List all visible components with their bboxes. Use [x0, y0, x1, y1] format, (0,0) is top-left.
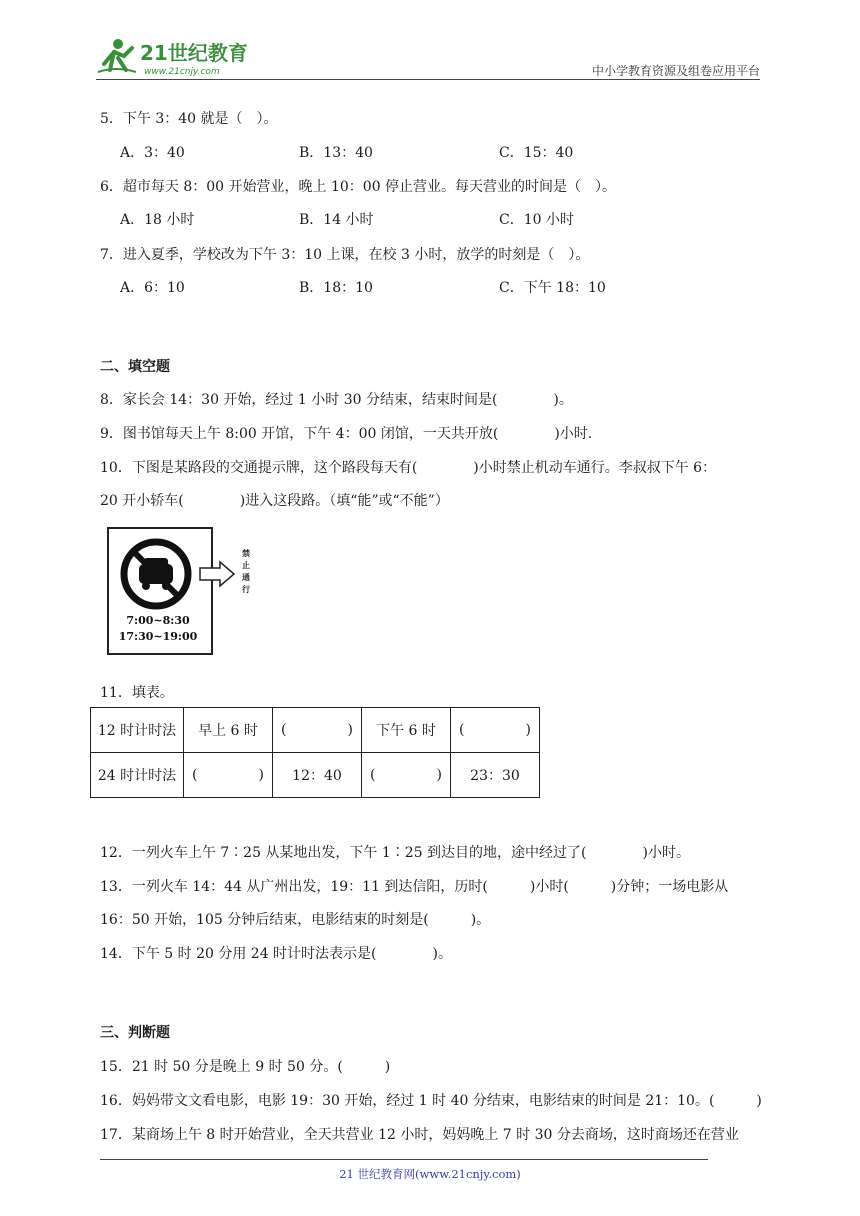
- q7-option-a: A．6：10: [120, 280, 185, 296]
- question-15: 15．21 时 50 分是晚上 9 时 50 分。( ): [100, 1059, 391, 1075]
- q7-option-b: B．18：10: [299, 280, 373, 296]
- question-10-line1: 10．下图是某路段的交通提示牌，这个路段每天有( )小时禁止机动车通行。李叔叔下午 6：: [100, 460, 717, 476]
- question-10-line2: 20 开小轿车( )进入这段路。（填“能”或“不能”）: [100, 493, 449, 509]
- q5-option-a: A．3：40: [120, 145, 185, 161]
- question-5: 5．下午 3：40 就是（ ）。: [100, 111, 278, 127]
- table-cell: 下午 6 时: [362, 708, 451, 753]
- logo-text: 21世纪教育: [140, 41, 248, 65]
- sign-side-char-1: 禁: [242, 548, 250, 558]
- section-title-fill-in: 二、填空题: [100, 359, 170, 375]
- question-14: 14．下午 5 时 20 分用 24 时计时法表示是( )。: [100, 946, 452, 962]
- header-platform-name: 中小学教育资源及组卷应用平台: [591, 64, 760, 78]
- logo-url: www.21cnjy.com: [144, 67, 220, 77]
- table-cell: 23：30: [451, 753, 540, 798]
- question-11: 11．填表。: [100, 685, 174, 701]
- section-title-true-false: 三、判断题: [100, 1025, 170, 1041]
- footer-link[interactable]: 21 世纪教育网(www.21cnjy.com): [339, 1167, 521, 1181]
- question-6: 6．超市每天 8：00 开始营业，晚上 10：00 停止营业。每天营业的时间是（ ）。: [100, 179, 617, 195]
- question-13-line1: 13．一列火车 14：44 从广州出发，19：11 到达信阳，历时( )小时( )分钟；一场电影从: [100, 879, 729, 895]
- question-12: 12．一列火车上午 7∶25 从某地出发，下午 1∶25 到达目的地，途中经过了( )小时。: [100, 845, 690, 861]
- sign-time-2: 17:30~19:00: [118, 630, 198, 643]
- question-7: 7．进入夏季，学校改为下午 3：10 上课，在校 3 小时，放学的时刻是（ ）。: [100, 247, 590, 263]
- sign-time-1: 7:00~8:30: [126, 614, 190, 627]
- q6-option-b: B．14 小时: [299, 212, 374, 228]
- question-17: 17．某商场上午 8 时开始营业，全天共营业 12 小时，妈妈晚上 7 时 30 分去商场，这时商场还在营业: [100, 1127, 739, 1143]
- question-16: 16．妈妈带文文看电影，电影 19：30 开始，经过 1 时 40 分结束，电影结束的时间是 21：10。( ): [100, 1093, 762, 1109]
- table-cell: 12 时计时法: [91, 708, 184, 753]
- table-cell: 24 时计时法: [91, 753, 184, 798]
- footer-divider: [100, 1159, 708, 1160]
- table-row: [91, 708, 540, 753]
- table-cell-blank[interactable]: ( ): [184, 753, 273, 798]
- question-13-line2: 16：50 开始，105 分钟后结束，电影结束的时刻是( )。: [100, 912, 491, 928]
- table-cell-blank[interactable]: ( ): [451, 708, 540, 753]
- runner-icon: [98, 39, 136, 72]
- time-conversion-table: [90, 707, 540, 798]
- table-row: [91, 753, 540, 798]
- q6-option-c: C．10 小时: [499, 212, 574, 228]
- q5-option-b: B．13：40: [299, 145, 373, 161]
- q5-option-c: C．15：40: [499, 145, 574, 161]
- table-cell-blank[interactable]: ( ): [362, 753, 451, 798]
- site-logo: [96, 36, 266, 78]
- sign-side-char-3: 通: [242, 572, 250, 582]
- table-cell: 早上 6 时: [184, 708, 273, 753]
- question-9: 9．图书馆每天上午 8:00 开馆，下午 4：00 闭馆，一天共开放( )小时.: [100, 426, 593, 442]
- table-cell: 12：40: [273, 753, 362, 798]
- header-divider: [96, 79, 760, 80]
- q6-option-a: A．18 小时: [120, 212, 195, 228]
- table-cell-blank[interactable]: ( ): [273, 708, 362, 753]
- traffic-sign-figure: [106, 526, 266, 656]
- q7-option-c: C．下午 18：10: [499, 280, 606, 296]
- question-8: 8．家长会 14：30 开始，经过 1 小时 30 分结束，结束时间是( )。: [100, 392, 573, 408]
- sign-side-char-4: 行: [242, 584, 250, 594]
- sign-side-char-2: 止: [242, 560, 250, 570]
